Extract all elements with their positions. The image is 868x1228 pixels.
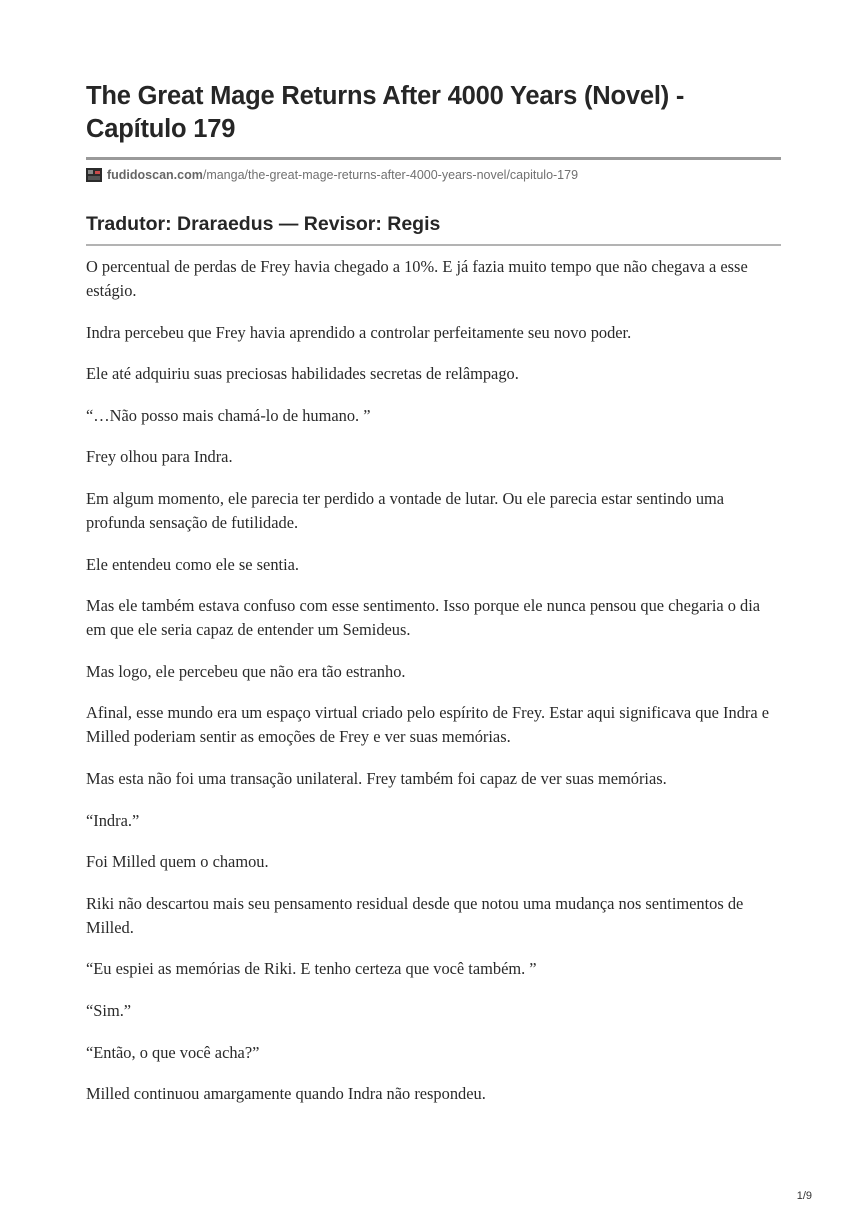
paragraph: Ele entendeu como ele se sentia. bbox=[86, 554, 299, 574]
paragraph: Mas ele também estava confuso com esse sentimento. Isso porque ele nunca pensou que chegaria o dia em que ele seria capaz de entender um Semideus. bbox=[86, 596, 761, 640]
title-line-1: The Great Mage Returns After 4000 Years (Novel) - bbox=[86, 82, 685, 110]
paragraph: Indra percebeu que Frey havia aprendido a controlar perfeitamente seu novo poder. bbox=[86, 322, 632, 342]
title-divider bbox=[86, 157, 781, 160]
paragraph: O percentual de perdas de Frey havia chegado a 10%. E já fazia muito tempo que não chegava a esse estágio. bbox=[86, 257, 748, 300]
paragraph: Foi Milled quem o chamou. bbox=[86, 852, 269, 872]
page-title bbox=[86, 80, 781, 146]
page-indicator: 1/9 bbox=[796, 1190, 812, 1202]
paragraph: “Então, o que você acha?” bbox=[86, 1042, 260, 1062]
source-domain[interactable]: fudidoscan.com bbox=[107, 168, 203, 182]
document-page bbox=[86, 80, 781, 1124]
title-line-2: Capítulo 179 bbox=[86, 115, 236, 143]
paragraph: Mas esta não foi uma transação unilateral. Frey também foi capaz de ver suas memórias. bbox=[86, 768, 667, 788]
paragraph: “Indra.” bbox=[86, 810, 140, 830]
paragraph: Frey olhou para Indra. bbox=[86, 447, 233, 467]
paragraph: Afinal, esse mundo era um espaço virtual criado pelo espírito de Frey. Estar aqui significava que Indra e Milled poderiam sentir as emoções de Frey e ver suas memórias. bbox=[86, 703, 770, 747]
source-url[interactable] bbox=[86, 166, 781, 184]
source-path[interactable]: /manga/the-great-mage-returns-after-4000-years-novel/capitulo-179 bbox=[202, 168, 579, 182]
chapter-body bbox=[86, 255, 781, 1106]
site-favicon-icon bbox=[86, 168, 102, 182]
paragraph: Riki não descartou mais seu pensamento residual desde que notou uma mudança nos sentimentos de Milled. bbox=[86, 893, 744, 937]
paragraph: Mas logo, ele percebeu que não era tão estranho. bbox=[86, 661, 406, 681]
paragraph: “…Não posso mais chamá-lo de humano. ” bbox=[86, 405, 371, 425]
paragraph: “Sim.” bbox=[86, 1000, 132, 1020]
paragraph: Em algum momento, ele parecia ter perdido a vontade de lutar. Ou ele parecia estar sentindo uma profunda sensação de futilidade. bbox=[86, 488, 725, 532]
paragraph: “Eu espiei as memórias de Riki. E tenho certeza que você também. ” bbox=[86, 959, 537, 979]
heading-divider bbox=[86, 244, 781, 246]
credits-heading: Tradutor: Draraedus — Revisor: Regis bbox=[86, 213, 441, 235]
paragraph: Ele até adquiriu suas preciosas habilidades secretas de relâmpago. bbox=[86, 364, 519, 384]
paragraph: Milled continuou amargamente quando Indra não respondeu. bbox=[86, 1084, 486, 1104]
